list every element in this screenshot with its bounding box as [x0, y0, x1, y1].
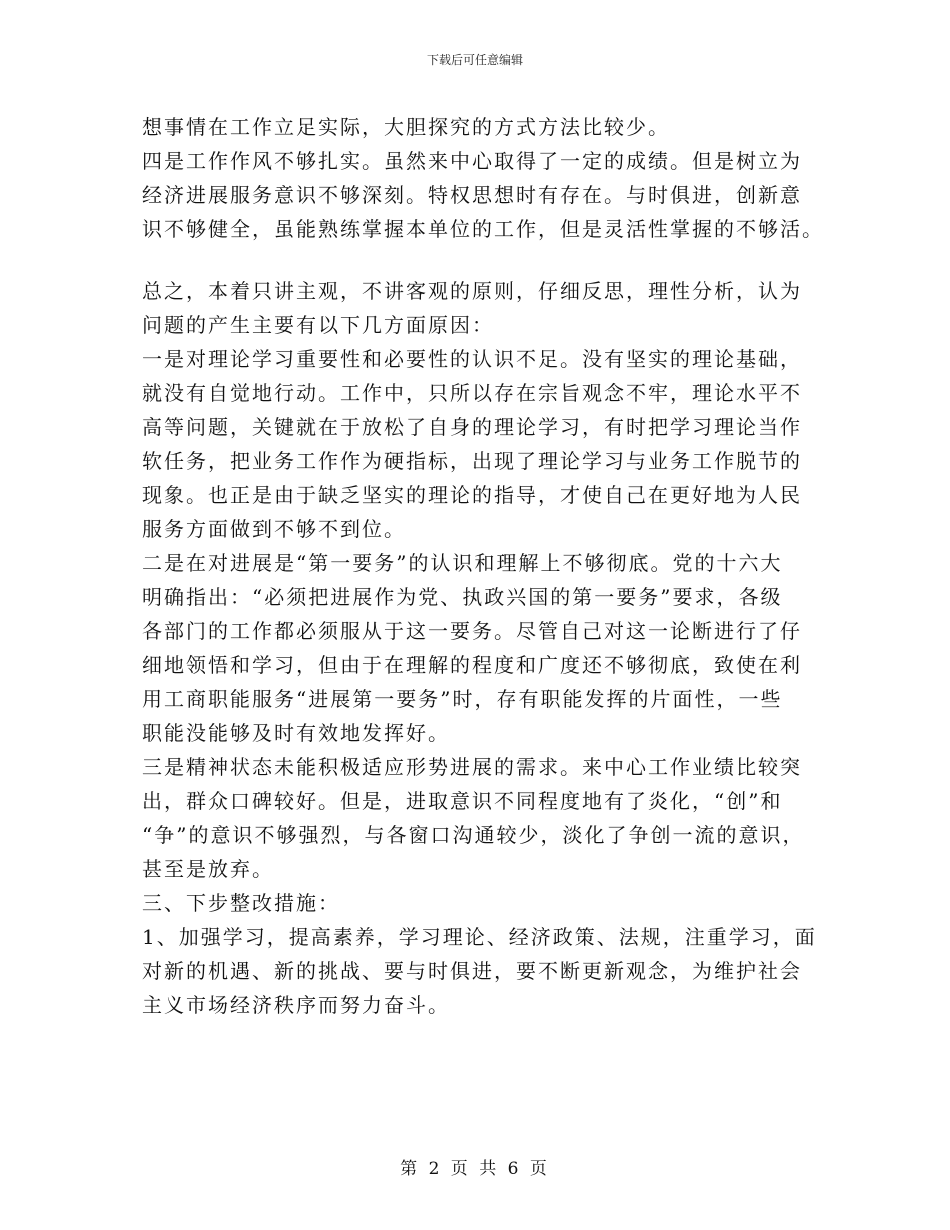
text-line: 明确指出：“必须把进展作为党、执政兴国的第一要务”要求，各级 — [142, 585, 783, 609]
text-line: 高等问题，关键就在于放松了自身的理论学习，有时把学习理论当作 — [142, 415, 802, 439]
text-line: 一是对理论学习重要性和必要性的认识不足。没有坚实的理论基础， — [142, 347, 802, 371]
text-line: 细地领悟和学习，但由于在理解的程度和广度还不够彻底，致使在利 — [142, 653, 802, 677]
text-line: 甚至是放弃。 — [142, 857, 274, 881]
text-line: 识不够健全，虽能熟练掌握本单位的工作，但是灵活性掌握的不够活。 — [142, 217, 824, 241]
page-header: 下载后可任意编辑 — [426, 53, 523, 67]
text-line: 对新的机遇、新的挑战、要与时俱进，要不断更新观念，为维护社会 — [142, 959, 802, 983]
text-line: 用工商职能服务“进展第一要务”时，存有职能发挥的片面性，一些 — [142, 687, 783, 711]
text-line: 三是精神状态未能积极适应形势进展的需求。来中心工作业绩比较突 — [142, 755, 802, 779]
text-line: 四是工作作风不够扎实。虽然来中心取得了一定的成绩。但是树立为 — [142, 149, 802, 173]
text-line: 软任务，把业务工作作为硬指标，出现了理论学习与业务工作脱节的 — [142, 449, 802, 473]
text-line: 就没有自觉地行动。工作中，只所以存在宗旨观念不牢，理论水平不 — [142, 381, 802, 405]
document-body — [142, 110, 824, 1022]
text-line: 二是在对进展是“第一要务”的认识和理解上不够彻底。党的十六大 — [142, 551, 783, 575]
text-line: 服务方面做到不够不到位。 — [142, 517, 406, 541]
text-line: 1、加强学习，提高素养，学习理论、经济政策、法规，注重学习，面 — [142, 925, 817, 949]
text-line: “争”的意识不够强烈，与各窗口沟通较少，淡化了争创一流的意识， — [142, 823, 805, 847]
text-line: 问题的产生主要有以下几方面原因： — [142, 313, 494, 337]
paragraph-block — [142, 110, 824, 246]
text-line: 出，群众口碑较好。但是，进取意识不同程度地有了炎化，“创”和 — [142, 789, 783, 813]
text-line: 经济进展服务意识不够深刻。特权思想时有存在。与时俱进，创新意 — [142, 183, 802, 207]
paragraph-gap — [142, 246, 812, 274]
paragraph-block — [142, 274, 817, 1022]
text-line: 职能没能够及时有效地发挥好。 — [142, 721, 450, 745]
page-number: 第 2 页 共 6 页 — [400, 1159, 550, 1179]
text-line: 总之，本着只讲主观，不讲客观的原则，仔细反思，理性分析，认为 — [142, 279, 802, 303]
text-line: 各部门的工作都必须服从于这一要务。尽管自己对这一论断进行了仔 — [142, 619, 802, 643]
text-line: 现象。也正是由于缺乏坚实的理论的指导，才使自己在更好地为人民 — [142, 483, 802, 507]
text-line: 主义市场经济秩序而努力奋斗。 — [142, 993, 450, 1017]
section-heading: 三、下步整改措施： — [142, 891, 340, 915]
text-line: 想事情在工作立足实际，大胆探究的方式方法比较少。 — [142, 115, 670, 139]
